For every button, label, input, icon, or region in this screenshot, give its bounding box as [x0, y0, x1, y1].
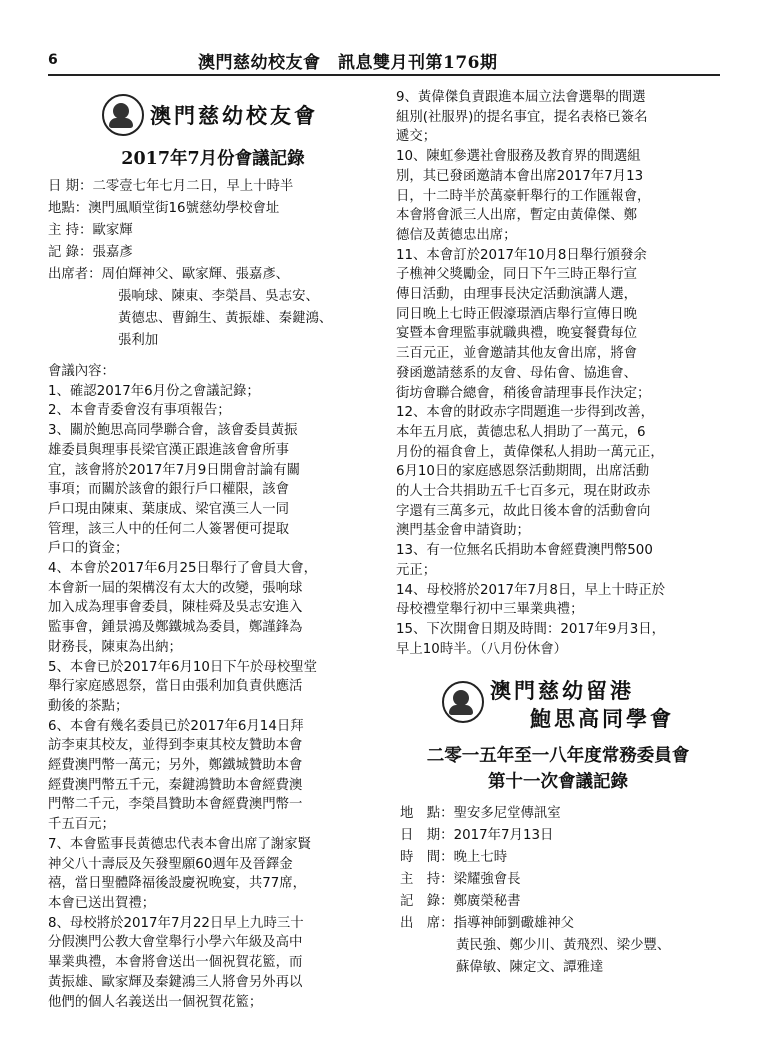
text-line: 2、本會青委會沒有事項報告；	[48, 403, 231, 419]
text-line: 本會將會派三人出席，暫定由黃偉傑、鄭	[396, 208, 638, 224]
text-line: 動後的茶點；	[48, 698, 129, 714]
info-row	[400, 803, 720, 825]
text-line: 月份的福食會上，黃偉傑私人捐助一萬元正，	[396, 444, 664, 460]
text-line: 德信及黃德忠出席；	[396, 227, 517, 243]
info-value: 指導神師劉礮雄神父	[453, 916, 575, 932]
text-line: 禧，當日聖體降福後設慶祝晚宴，共77席，	[48, 876, 307, 892]
text-line: 同日晚上七時正假濠璟酒店舉行宣傳日晚	[396, 306, 638, 322]
text-line: 別，其已發函邀請本會出席2017年7月13	[396, 168, 644, 184]
text-line: 組別(社服界)的提名事宜，提名表格已簽名	[396, 109, 648, 125]
running-title: 澳門慈幼校友會 訊息雙月刊第176期	[198, 53, 498, 73]
info-value: 鄭廣榮秘書	[453, 894, 521, 910]
info-label: 出席者：	[48, 267, 102, 282]
text-line: 1、確認2017年6月份之會議記錄；	[48, 383, 260, 399]
page-number: 6	[48, 52, 58, 68]
attendee-line: 張响球、陳東、李榮昌、吳志安、	[118, 289, 319, 304]
text-line: 管理，該三人中的任何二人簽署便可提取	[48, 521, 290, 537]
info-label: 記 錄：	[400, 894, 454, 910]
text-line: 經費澳門幣一萬元；另外，鄭鐵城贊助本會	[48, 758, 303, 774]
text-line: 分假澳門公教大會堂舉行小學六年級及高中	[48, 935, 303, 951]
attendee-line: 黃民強、鄭少川、黃飛烈、梁少豐、	[456, 938, 671, 954]
text-line: 14、母校將於2017年7月8日，早上十時正於	[396, 582, 666, 598]
info-value: 張嘉彥	[92, 245, 133, 260]
attendee-line: 蘇偉敏、陳定文、譚雅達	[456, 960, 604, 976]
info-value: 晚上七時	[453, 850, 508, 866]
page-header	[48, 40, 720, 74]
club-name: 澳門慈幼校友會	[150, 103, 318, 128]
info-value: 聖安多尼堂傳訊室	[453, 806, 561, 822]
text-line: 經費澳門幣五千元，秦鍵鴻贊助本會經費澳	[48, 777, 303, 793]
info-row	[48, 264, 378, 286]
minutes-title: 2017年7月份會議記錄	[121, 149, 305, 169]
text-line: 黃振雄、歐家輝及秦鍵鴻三人將會另外再以	[48, 974, 303, 990]
info-value: 澳門風順堂街16號慈幼學校會址	[88, 201, 280, 216]
club-logo-icon	[102, 94, 144, 136]
text-line: 本會已送出賀禮；	[48, 895, 156, 911]
committee-title-line1: 二零一五年至一八年度常務委員會	[426, 746, 690, 767]
info-label: 主 持：	[400, 872, 454, 888]
info-label: 主 持：	[48, 223, 93, 238]
attendee-line: 黃德忠、曹錦生、黃振雄、秦鍵鴻、	[118, 311, 333, 326]
text-line: 訪李東其校友，並得到李東其校友贊助本會	[48, 738, 303, 754]
text-line: 澳門基金會申請資助；	[396, 523, 530, 539]
text-line: 6月10日的家庭感恩祭活動期間，出席活動	[396, 464, 650, 480]
text-line: 子樵神父獎勵金，同日下午三時正舉行宣	[396, 267, 638, 283]
text-line: 15、下次開會日期及時間：2017年9月3日，	[396, 621, 666, 637]
attendee-line: 張利加	[118, 333, 159, 348]
text-line: 7、本會監事長黃德忠代表本會出席了謝家賢	[48, 836, 311, 852]
alumni-logo-icon	[442, 681, 484, 723]
text-line: 8、母校將於2017年7月22日早上九時三十	[48, 915, 304, 931]
info-row	[400, 913, 720, 935]
info-value: 周伯輝神父、歐家輝、張嘉彥、	[101, 267, 290, 282]
text-line: 4、本會於2017年6月25日舉行了會員大會，	[48, 561, 318, 577]
club-masthead	[48, 90, 378, 140]
text-line: 加入成為理事會委員，陳桂舜及吳志安進入	[48, 600, 303, 616]
agenda-label: 會議內容：	[48, 364, 115, 379]
text-line: 宴暨本會理監事就職典禮，晚宴餐費每位	[396, 326, 638, 342]
text-line: 傳日活動，由理事長決定活動演講人選，	[396, 287, 638, 303]
text-line: 千五百元；	[48, 817, 115, 833]
alumni-name-line1: 澳門慈幼留港	[490, 678, 634, 704]
text-line: 13、有一位無名氏捐助本會經費澳門幣500	[396, 543, 653, 559]
minutes-body-continued	[396, 88, 720, 659]
text-line: 11、本會訂於2017年10月8日舉行頒發余	[396, 247, 647, 263]
text-line: 事項；而關於該會的銀行戶口權限，該會	[48, 482, 290, 498]
text-line: 戶口的資金；	[48, 541, 129, 557]
info-row	[400, 825, 720, 847]
minutes-body	[48, 382, 378, 1013]
info-row	[400, 869, 720, 891]
info-value: 二零壹七年七月二日，早上十時半	[92, 179, 294, 194]
info-label: 地點：	[48, 201, 89, 216]
text-line: 發函邀請慈系的友會、母佑會、協進會、	[396, 365, 638, 381]
info-label: 日 期：	[400, 828, 454, 844]
text-line: 10、陳虹參選社會服務及教育界的間選組	[396, 149, 641, 165]
text-line: 神父八十壽辰及矢發聖願60週年及晉鐸金	[48, 856, 293, 872]
text-line: 12、本會的財政赤字問題進一步得到改善，	[396, 405, 655, 421]
info-value: 梁耀強會長	[453, 872, 521, 888]
meeting-info	[48, 176, 378, 352]
text-line: 元正；	[396, 562, 437, 578]
text-line: 三百元正，並會邀請其他友會出席，將會	[396, 346, 638, 362]
info-label: 記 錄：	[48, 245, 93, 260]
committee-info	[396, 803, 720, 979]
text-line: 日，十二時半於萬豪軒舉行的工作匯報會，	[396, 188, 651, 204]
left-column	[48, 88, 378, 1062]
text-line: 本年五月底，黃德忠私人捐助了一萬元，6	[396, 424, 646, 440]
text-line: 街坊會聯合總會，稍後會請理事長作決定；	[396, 385, 651, 401]
info-row	[48, 220, 378, 242]
alumni-name-line2: 鮑思高同學會	[530, 706, 674, 732]
text-line: 9、黃偉傑負責跟進本屆立法會選舉的間選	[396, 90, 646, 105]
text-line: 舉行家庭感恩祭，當日由張利加負責供應活	[48, 679, 303, 695]
info-value: 歐家輝	[92, 223, 133, 238]
info-row	[48, 176, 378, 198]
info-label: 時 間：	[400, 850, 454, 866]
text-line: 5、本會已於2017年6月10日下午於母校聖堂	[48, 659, 318, 675]
info-label: 出 席：	[400, 916, 454, 932]
text-line: 遞交；	[396, 129, 437, 145]
text-line: 宜，該會將於2017年7月9日開會討論有關	[48, 462, 300, 478]
text-line: 他們的個人名義送出一個祝賀花籃；	[48, 994, 263, 1010]
committee-title-line2: 第十一次會議記錄	[488, 772, 628, 793]
info-value: 2017年7月13日	[453, 828, 554, 844]
alumni-masthead	[396, 673, 720, 731]
info-row	[48, 242, 378, 264]
right-column	[396, 88, 720, 1062]
text-line: 字還有三萬多元，故此日後本會的活動會向	[396, 503, 651, 519]
info-row	[400, 891, 720, 913]
text-line: 門幣二千元，李榮昌贊助本會經費澳門幣一	[48, 797, 303, 813]
text-line: 的人士合共捐助五千七百多元，現在財政赤	[396, 484, 651, 500]
text-line: 母校禮堂舉行初中三畢業典禮；	[396, 602, 584, 618]
text-line: 6、本會有幾名委員已於2017年6月14日拜	[48, 718, 304, 734]
text-line: 早上10時半。（八月份休會）	[396, 641, 568, 657]
text-line: 財務長，陳東為出納；	[48, 639, 182, 655]
text-line: 戶口現由陳東、葉康成、梁官漢三人一同	[48, 501, 290, 517]
header-rule	[48, 74, 720, 76]
text-line: 監事會，鍾景鴻及鄭鐵城為委員，鄭謹鋒為	[48, 620, 303, 636]
text-line: 雄委員與理事長梁官漢正跟進該會會所事	[48, 442, 290, 458]
text-line: 畢業典禮，本會將會送出一個祝賀花籃，而	[48, 955, 303, 971]
info-row	[48, 198, 378, 220]
info-label: 地 點：	[400, 806, 454, 822]
text-line: 3、關於鮑思高同學聯合會，該會委員黃振	[48, 423, 298, 439]
info-label: 日 期：	[48, 179, 93, 194]
info-row	[400, 847, 720, 869]
text-line: 本會新一屆的架構沒有太大的改變，張响球	[48, 580, 303, 596]
